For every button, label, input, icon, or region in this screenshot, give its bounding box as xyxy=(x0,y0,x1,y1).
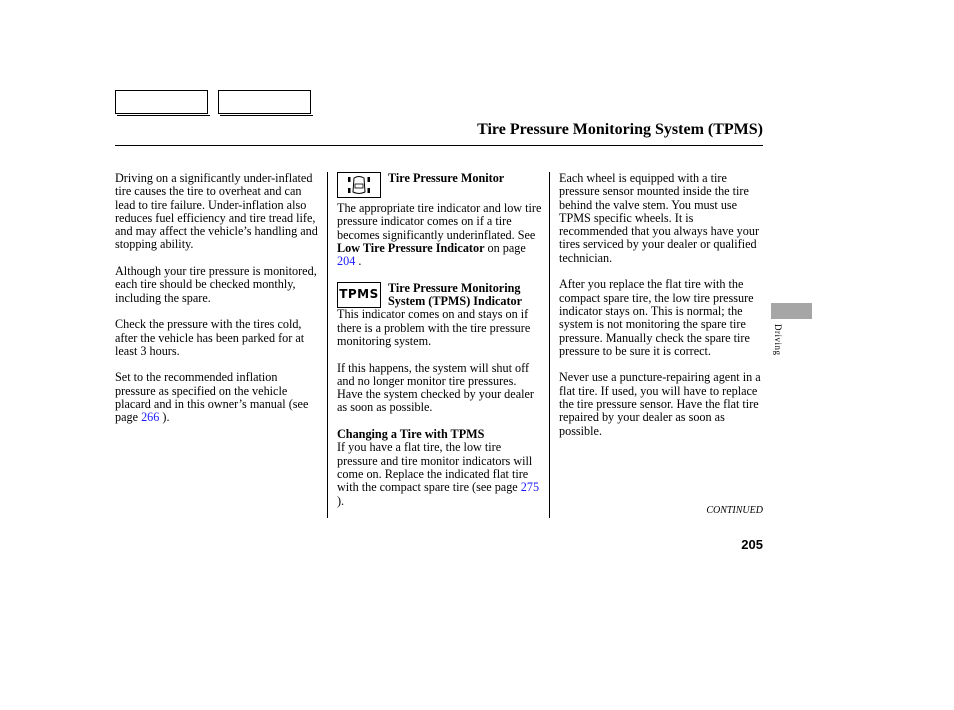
page-title: Tire Pressure Monitoring System (TPMS) xyxy=(477,121,763,138)
tpms-indicator-icon xyxy=(337,282,381,308)
changing-tire-heading: Changing a Tire with TPMS xyxy=(337,427,485,442)
paragraph-cold-check: Check the pressure with the tires cold, after the vehicle has been parked for at least 3 hours. xyxy=(115,317,305,358)
paragraph-tire-monitor xyxy=(337,202,543,268)
tire-monitor-text: The appropriate tire indicator and low tire pressure indicator comes on if a tire becomes significantly underinflated. See xyxy=(337,201,542,242)
paragraph-spare-tire: After you replace the flat tire with the compact spare tire, the low tire pressure indicator stays on. This is normal; the system is not monitoring the spare tire pressure. Manually check the spare tire pressure to be sure it is correct. xyxy=(559,277,754,358)
tire-monitor-end: . xyxy=(358,254,362,269)
section-tab xyxy=(771,303,812,319)
changing-tire-text: If you have a flat tire, the low tire pressure and tire monitor indicators will come on. Replace the indicated flat tire with the compact spare tire (see page xyxy=(337,440,533,495)
paragraph-wheel-sensor: Each wheel is equipped with a tire pressure sensor mounted inside the tire behind the valve stem. You must use TPMS specific wheels. It is recommended that you always have your tires serviced by your dealer or qualified technician. xyxy=(559,171,760,265)
page-link-275[interactable]: 275 xyxy=(520,480,540,495)
section-label: Driving xyxy=(773,324,783,356)
column-divider-1 xyxy=(327,172,328,518)
tpms-icon-text: TPMS xyxy=(339,287,379,302)
paragraph-recommended-pressure xyxy=(115,371,321,424)
changing-tire-end: ). xyxy=(337,493,345,508)
low-tire-indicator-ref: Low Tire Pressure Indicator xyxy=(337,240,485,255)
tpms-indicator-heading: Tire Pressure Monitoring System (TPMS) Indicator xyxy=(388,280,523,309)
paragraph-monthly-check: Although your tire pressure is monitored, each tire should be checked monthly, including the spare. xyxy=(115,264,317,305)
tpms-indicator-heading-row xyxy=(337,282,543,309)
page-link-266[interactable]: 266 xyxy=(141,410,160,425)
recommended-pressure-end: ). xyxy=(162,410,170,425)
paragraph-puncture-agent: Never use a puncture-repairing agent in a flat tire. If used, you will have to replace the tire pressure sensor. Have the flat tire repaired by your dealer as soon as possible. xyxy=(559,370,761,438)
on-page-text: on page xyxy=(487,240,526,255)
car-tires-icon xyxy=(344,174,374,196)
column-1 xyxy=(115,172,321,438)
paragraph-underinflation: Driving on a significantly under-inflated tire causes the tire to overheat and can lead to tire failure. Under-inflation also reduces fuel efficiency and tire tread life, and may affect the vehicle’s handling and stopping ability. xyxy=(115,171,318,252)
recommended-pressure-text: Set to the recommended inflation pressure as specified on the vehicle placard and in this owner’s manual (see page xyxy=(115,370,309,425)
tire-monitor-heading: Tire Pressure Monitor xyxy=(388,171,505,185)
paragraph-changing-tire xyxy=(337,441,543,507)
column-3 xyxy=(559,172,765,451)
paragraph-system-shutoff: If this happens, the system will shut off and no longer monitor tire pressures. Have the system checked by your dealer as soon as possible. xyxy=(337,360,534,415)
nav-button-contents[interactable] xyxy=(115,90,208,114)
page-number: 205 xyxy=(741,537,763,552)
column-2 xyxy=(337,172,543,521)
nav-button-index[interactable] xyxy=(218,90,311,114)
column-divider-2 xyxy=(549,172,550,518)
tire-monitor-icon xyxy=(337,172,381,198)
tire-monitor-heading-row xyxy=(337,172,543,198)
title-divider xyxy=(115,145,763,146)
paragraph-tpms-indicator: This indicator comes on and stays on if there is a problem with the tire pressure monitoring system. xyxy=(337,307,531,348)
continued-label: CONTINUED xyxy=(706,505,763,516)
page-link-204[interactable]: 204 xyxy=(337,254,356,269)
